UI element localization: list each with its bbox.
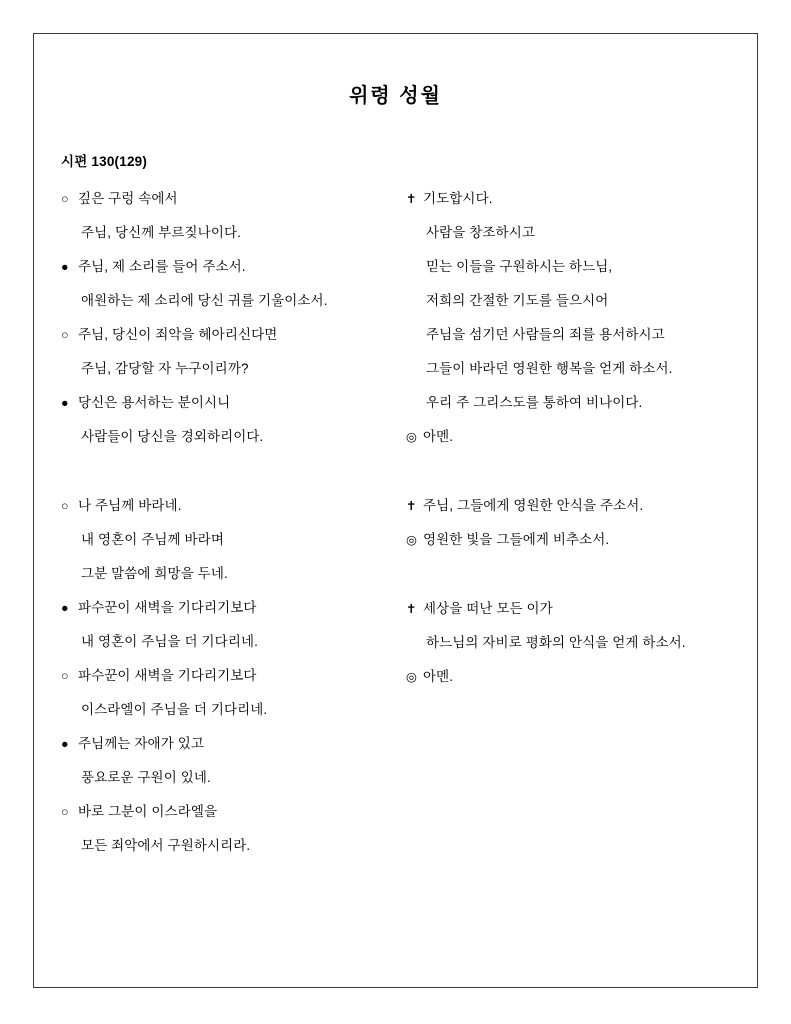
line-text: 사람들이 당신을 경외하리이다. <box>81 429 264 444</box>
line-text: 이스라엘이 주님을 더 기다리네. <box>81 702 268 717</box>
line-text: 영원한 빛을 그들에게 비추소서. <box>423 532 610 547</box>
right-column <box>406 182 741 864</box>
line-text: 하느님의 자비로 평화의 안식을 얻게 하소서. <box>426 635 686 650</box>
line-text: 아멘. <box>423 429 454 444</box>
section-label: 시편 130(129) <box>61 154 148 169</box>
psalm-line <box>61 250 406 284</box>
prayer-line <box>406 318 741 352</box>
line-text: 바로 그분이 이스라엘을 <box>78 804 218 819</box>
line-text: 주님께는 자애가 있고 <box>78 736 204 751</box>
prayer-line <box>406 660 741 694</box>
line-marker-icon: ✝ <box>406 602 417 616</box>
line-text: 기도합시다. <box>423 191 493 206</box>
prayer-line <box>406 352 741 386</box>
line-text: 우리 주 그리스도를 통하여 비나이다. <box>426 395 643 410</box>
prayer-line <box>406 284 741 318</box>
line-text: 당신은 용서하는 분이시니 <box>78 395 231 410</box>
psalm-line <box>61 489 406 523</box>
line-text: 주님, 당신께 부르짖나이다. <box>81 225 241 240</box>
line-marker-icon: ◎ <box>406 430 418 444</box>
psalm-line <box>61 557 406 591</box>
psalm-line <box>61 182 406 216</box>
psalm-line <box>61 284 406 318</box>
psalm-line <box>61 591 406 625</box>
line-text: 풍요로운 구원이 있네. <box>81 770 211 785</box>
prayer-line <box>406 250 741 284</box>
line-text: 나 주님께 바라네. <box>78 498 182 513</box>
line-text: 사람을 창조하시고 <box>426 225 535 240</box>
psalm-line <box>61 659 406 693</box>
psalm-line <box>61 625 406 659</box>
psalm-line <box>61 727 406 761</box>
left-column <box>61 182 406 864</box>
prayer-line <box>406 592 741 626</box>
stanza-spacer <box>61 455 406 489</box>
line-text: 주님, 당신이 죄악을 헤아리신다면 <box>78 327 278 342</box>
prayer-line <box>406 216 741 250</box>
prayer-line <box>406 489 741 523</box>
line-text: 내 영혼이 주님께 바라며 <box>81 532 224 547</box>
prayer-spacer-1 <box>406 455 741 489</box>
line-text: 세상을 떠난 모든 이가 <box>423 601 553 616</box>
line-marker-icon: ○ <box>61 669 69 683</box>
line-marker-icon: ○ <box>61 805 69 819</box>
line-marker-icon: ◎ <box>406 533 418 547</box>
line-marker-icon: ○ <box>61 192 69 206</box>
line-marker-icon: ● <box>61 737 69 751</box>
line-marker-icon: ✝ <box>406 499 417 513</box>
psalm-line <box>61 386 406 420</box>
line-text: 파수꾼이 새벽을 기다리기보다 <box>78 600 257 615</box>
prayer-line <box>406 523 741 557</box>
prayer-block-1 <box>406 182 741 454</box>
line-text: 모든 죄악에서 구원하시리라. <box>81 838 251 853</box>
two-column-body <box>34 182 757 864</box>
psalm-line <box>61 829 406 863</box>
line-marker-icon: ○ <box>61 499 69 513</box>
line-marker-icon: ● <box>61 601 69 615</box>
prayer-line <box>406 386 741 420</box>
line-text: 주님, 제 소리를 들어 주소서. <box>78 259 246 274</box>
line-marker-icon: ◎ <box>406 670 418 684</box>
psalm-line <box>61 761 406 795</box>
line-text: 깊은 구렁 속에서 <box>78 191 178 206</box>
psalm-line <box>61 693 406 727</box>
prayer-block-2 <box>406 489 741 557</box>
psalm-line <box>61 318 406 352</box>
prayer-line <box>406 182 741 216</box>
psalm-line <box>61 216 406 250</box>
line-text: 내 영혼이 주님을 더 기다리네. <box>81 634 258 649</box>
line-text: 그들이 바라던 영원한 행복을 얻게 하소서. <box>426 361 673 376</box>
prayer-spacer-2 <box>406 558 741 592</box>
prayer-block-3 <box>406 592 741 694</box>
psalm-line <box>61 795 406 829</box>
line-text: 주님, 감당할 자 누구이리까? <box>81 361 249 376</box>
line-text: 아멘. <box>423 669 454 684</box>
line-text: 그분 말씀에 희망을 두네. <box>81 566 228 581</box>
psalm-line <box>61 523 406 557</box>
page-title: 위령 성월 <box>349 85 442 107</box>
psalm-line <box>61 352 406 386</box>
psalm-stanza-2 <box>61 489 406 863</box>
psalm-line <box>61 420 406 454</box>
prayer-line <box>406 420 741 454</box>
line-marker-icon: ✝ <box>406 192 417 206</box>
line-marker-icon: ● <box>61 396 69 410</box>
line-text: 주님을 섬기던 사람들의 죄를 용서하시고 <box>426 327 665 342</box>
line-text: 주님, 그들에게 영원한 안식을 주소서. <box>423 498 644 513</box>
prayer-line <box>406 626 741 660</box>
line-marker-icon: ○ <box>61 328 69 342</box>
document-page <box>33 33 758 988</box>
line-marker-icon: ● <box>61 260 69 274</box>
line-text: 파수꾼이 새벽을 기다리기보다 <box>78 668 257 683</box>
psalm-stanza-1 <box>61 182 406 454</box>
line-text: 애원하는 제 소리에 당신 귀를 기울이소서. <box>81 293 328 308</box>
line-text: 저희의 간절한 기도를 들으시어 <box>426 293 609 308</box>
line-text: 믿는 이들을 구원하시는 하느님, <box>426 259 613 274</box>
